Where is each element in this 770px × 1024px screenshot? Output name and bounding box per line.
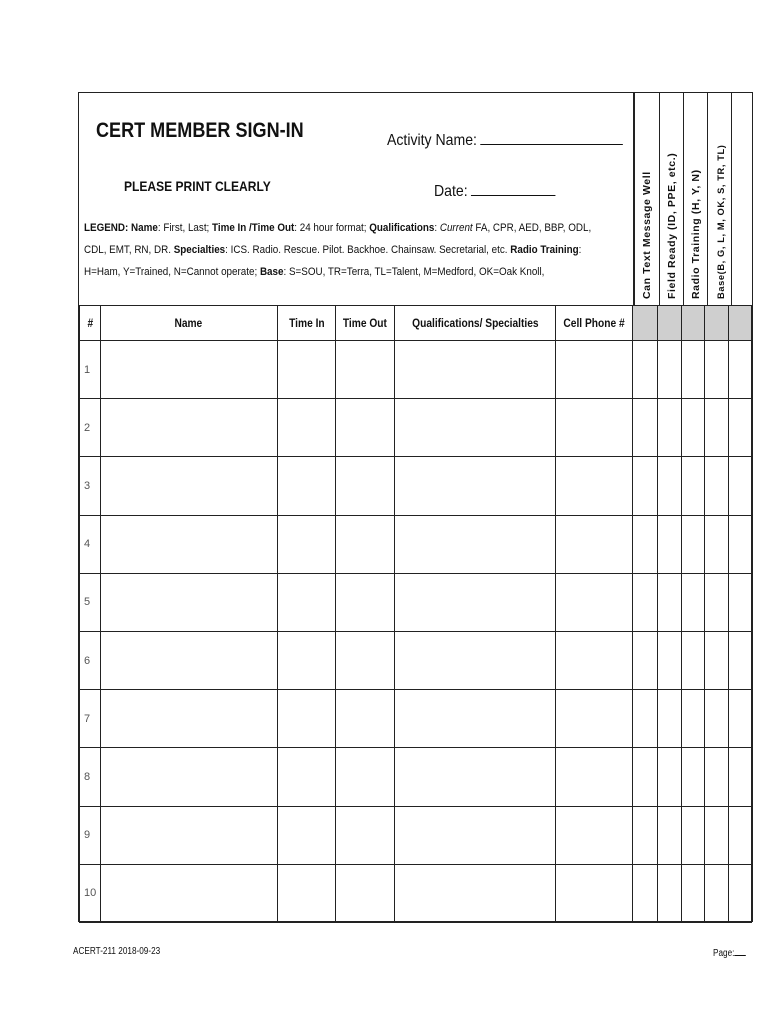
base-cell[interactable] xyxy=(705,457,729,515)
cell-phone-cell[interactable] xyxy=(556,515,633,573)
name-cell[interactable] xyxy=(100,631,277,689)
col-blank-header xyxy=(729,306,752,341)
table-row xyxy=(80,399,752,457)
radio-training-cell[interactable] xyxy=(681,748,705,806)
header-base-label: Base(B, G, L, M, OK, S, TR, TL) xyxy=(715,144,726,299)
time-in-cell[interactable] xyxy=(277,399,336,457)
time-in-cell[interactable] xyxy=(277,690,336,748)
time-out-cell[interactable] xyxy=(336,399,395,457)
table-row xyxy=(80,457,752,515)
time-in-cell[interactable] xyxy=(277,806,336,864)
blank-cell[interactable] xyxy=(729,573,752,631)
name-cell[interactable] xyxy=(100,748,277,806)
field-ready-cell[interactable] xyxy=(657,341,681,399)
col-time-out-header: Time Out xyxy=(336,306,395,341)
name-cell[interactable] xyxy=(100,573,277,631)
table-row xyxy=(80,573,752,631)
qualifications-cell[interactable] xyxy=(395,690,556,748)
time-in-cell[interactable] xyxy=(277,631,336,689)
row-number: 7 xyxy=(80,690,101,748)
legend-qual-text: FA, CPR, AED, BBP, ODL, CDL, EMT, RN, DR. xyxy=(84,222,592,256)
can-text-cell[interactable] xyxy=(633,631,658,689)
table-row xyxy=(80,864,752,922)
base-cell[interactable] xyxy=(705,399,729,457)
cell-phone-cell[interactable] xyxy=(556,631,633,689)
legend-spec-label: Specialties xyxy=(173,244,226,256)
legend-radio-text: : H=Ham, Y=Trained, N=Cannot operate; xyxy=(84,244,582,278)
legend xyxy=(84,217,612,283)
form-id: ACERT-211 2018-09-23 xyxy=(73,946,161,957)
cell-phone-cell[interactable] xyxy=(556,748,633,806)
blank-cell[interactable] xyxy=(729,515,752,573)
header-field-ready xyxy=(659,93,683,305)
time-out-cell[interactable] xyxy=(336,573,395,631)
blank-cell[interactable] xyxy=(729,341,752,399)
radio-training-cell[interactable] xyxy=(681,341,705,399)
time-in-cell[interactable] xyxy=(277,864,336,922)
base-cell[interactable] xyxy=(705,806,729,864)
row-number: 8 xyxy=(80,748,101,806)
legend-spec-text: : ICS. Radio. Rescue. Pilot. Backhoe. Chainsaw. Secretarial, etc. xyxy=(225,244,511,256)
can-text-cell[interactable] xyxy=(633,573,658,631)
cell-phone-cell[interactable] xyxy=(556,690,633,748)
header-radio-training-label: Radio Training (H, Y, N) xyxy=(689,169,702,299)
table-row xyxy=(80,690,752,748)
field-ready-cell[interactable] xyxy=(657,864,681,922)
base-cell[interactable] xyxy=(705,748,729,806)
qualifications-cell[interactable] xyxy=(395,399,556,457)
page-number xyxy=(713,946,746,959)
time-out-cell[interactable] xyxy=(336,748,395,806)
col-number-header: # xyxy=(80,306,101,341)
blank-cell[interactable] xyxy=(729,690,752,748)
qualifications-cell[interactable] xyxy=(395,341,556,399)
field-ready-cell[interactable] xyxy=(657,690,681,748)
page-label: Page: xyxy=(713,948,735,959)
col-radio-training-header xyxy=(681,306,705,341)
radio-training-cell[interactable] xyxy=(681,806,705,864)
time-out-cell[interactable] xyxy=(336,806,395,864)
time-in-cell[interactable] xyxy=(277,515,336,573)
legend-time-text: : 24 hour format; xyxy=(294,222,370,234)
qualifications-cell[interactable] xyxy=(395,573,556,631)
blank-cell[interactable] xyxy=(729,631,752,689)
header-radio-training xyxy=(683,93,707,305)
cell-phone-cell[interactable] xyxy=(556,457,633,515)
table-row xyxy=(80,806,752,864)
cell-phone-cell[interactable] xyxy=(556,341,633,399)
table-header-row xyxy=(80,306,752,341)
field-ready-cell[interactable] xyxy=(657,573,681,631)
legend-qual-current: Current xyxy=(439,222,473,234)
time-in-cell[interactable] xyxy=(277,457,336,515)
row-number: 9 xyxy=(80,806,101,864)
col-qualifications-header: Qualifications/ Specialties xyxy=(395,306,556,341)
name-cell[interactable] xyxy=(100,690,277,748)
time-in-cell[interactable] xyxy=(277,573,336,631)
field-ready-cell[interactable] xyxy=(657,631,681,689)
qualifications-cell[interactable] xyxy=(395,806,556,864)
base-cell[interactable] xyxy=(705,864,729,922)
row-number: 2 xyxy=(80,399,101,457)
blank-cell[interactable] xyxy=(729,864,752,922)
legend-radio-label: Radio Training xyxy=(510,244,579,256)
legend-qual-label: Qualifications xyxy=(369,222,435,234)
qualifications-cell[interactable] xyxy=(395,748,556,806)
radio-training-cell[interactable] xyxy=(681,864,705,922)
row-number: 1 xyxy=(80,341,101,399)
field-ready-cell[interactable] xyxy=(657,748,681,806)
legend-label: LEGEND: xyxy=(84,222,129,234)
row-number: 3 xyxy=(80,457,101,515)
header-base xyxy=(707,93,731,305)
base-cell[interactable] xyxy=(705,515,729,573)
radio-training-cell[interactable] xyxy=(681,690,705,748)
table-row xyxy=(80,341,752,399)
qualifications-cell[interactable] xyxy=(395,457,556,515)
sign-in-table xyxy=(79,305,752,923)
row-number: 5 xyxy=(80,573,101,631)
radio-training-cell[interactable] xyxy=(681,573,705,631)
header-field-ready-label: Field Ready (ID, PPE, etc.) xyxy=(665,152,678,299)
can-text-cell[interactable] xyxy=(633,806,658,864)
can-text-cell[interactable] xyxy=(633,690,658,748)
field-ready-cell[interactable] xyxy=(657,806,681,864)
base-cell[interactable] xyxy=(705,341,729,399)
blank-cell[interactable] xyxy=(729,399,752,457)
col-cell-phone-header: Cell Phone # xyxy=(556,306,633,341)
blank-cell[interactable] xyxy=(729,806,752,864)
can-text-cell[interactable] xyxy=(633,399,658,457)
can-text-cell[interactable] xyxy=(633,457,658,515)
row-number: 4 xyxy=(80,515,101,573)
header-blank-col xyxy=(731,93,754,305)
name-cell[interactable] xyxy=(100,515,277,573)
cell-phone-cell[interactable] xyxy=(556,573,633,631)
table-row xyxy=(80,631,752,689)
can-text-cell[interactable] xyxy=(633,864,658,922)
date-label: Date: xyxy=(434,183,468,200)
radio-training-cell[interactable] xyxy=(681,457,705,515)
time-out-cell[interactable] xyxy=(336,690,395,748)
activity-name-label: Activity Name: xyxy=(387,132,477,149)
activity-name-blank[interactable] xyxy=(481,128,624,145)
date-field xyxy=(434,179,556,201)
table-row xyxy=(80,748,752,806)
cell-phone-cell[interactable] xyxy=(556,806,633,864)
cell-phone-cell[interactable] xyxy=(556,864,633,922)
name-cell[interactable] xyxy=(100,341,277,399)
row-number: 10 xyxy=(80,864,101,922)
can-text-cell[interactable] xyxy=(633,515,658,573)
field-ready-cell[interactable] xyxy=(657,457,681,515)
time-out-cell[interactable] xyxy=(336,515,395,573)
time-out-cell[interactable] xyxy=(336,457,395,515)
time-in-cell[interactable] xyxy=(277,341,336,399)
header-can-text xyxy=(634,93,659,305)
can-text-cell[interactable] xyxy=(633,748,658,806)
col-time-in-header: Time In xyxy=(277,306,336,341)
legend-name-text: : First, Last; xyxy=(157,222,213,234)
cell-phone-cell[interactable] xyxy=(556,399,633,457)
activity-name-field xyxy=(387,128,623,150)
name-cell[interactable] xyxy=(100,864,277,922)
qualifications-cell[interactable] xyxy=(395,631,556,689)
time-out-cell[interactable] xyxy=(336,864,395,922)
can-text-cell[interactable] xyxy=(633,341,658,399)
legend-base-text: : S=SOU, TR=Terra, TL=Talent, M=Medford, OK=Oak Knoll, xyxy=(283,266,545,278)
form-header xyxy=(79,93,634,305)
time-out-cell[interactable] xyxy=(336,341,395,399)
table-row xyxy=(80,515,752,573)
form-title: CERT MEMBER SIGN-IN xyxy=(96,119,304,142)
qualifications-cell[interactable] xyxy=(395,515,556,573)
qualifications-cell[interactable] xyxy=(395,864,556,922)
field-ready-cell[interactable] xyxy=(657,515,681,573)
col-base-header xyxy=(705,306,729,341)
time-out-cell[interactable] xyxy=(336,631,395,689)
name-cell[interactable] xyxy=(100,806,277,864)
page-number-blank[interactable] xyxy=(734,946,745,956)
legend-name-label: Name xyxy=(131,222,158,234)
legend-qual-sep: : xyxy=(434,222,440,234)
radio-training-cell[interactable] xyxy=(681,399,705,457)
form-subtitle: PLEASE PRINT CLEARLY xyxy=(124,178,271,194)
field-ready-cell[interactable] xyxy=(657,399,681,457)
blank-cell[interactable] xyxy=(729,457,752,515)
legend-base-label: Base xyxy=(259,266,284,278)
name-cell[interactable] xyxy=(100,399,277,457)
header-can-text-label: Can Text Message Well xyxy=(641,171,653,299)
row-number: 6 xyxy=(80,631,101,689)
sign-in-sheet xyxy=(78,92,753,922)
radio-training-cell[interactable] xyxy=(681,631,705,689)
date-blank[interactable] xyxy=(471,179,555,196)
time-in-cell[interactable] xyxy=(277,748,336,806)
col-field-ready-header xyxy=(657,306,681,341)
base-cell[interactable] xyxy=(705,573,729,631)
col-name-header: Name xyxy=(100,306,277,341)
base-cell[interactable] xyxy=(705,690,729,748)
blank-cell[interactable] xyxy=(729,748,752,806)
col-can-text-header xyxy=(633,306,658,341)
base-cell[interactable] xyxy=(705,631,729,689)
radio-training-cell[interactable] xyxy=(681,515,705,573)
name-cell[interactable] xyxy=(100,457,277,515)
legend-time-label: Time In /Time Out xyxy=(212,222,295,234)
